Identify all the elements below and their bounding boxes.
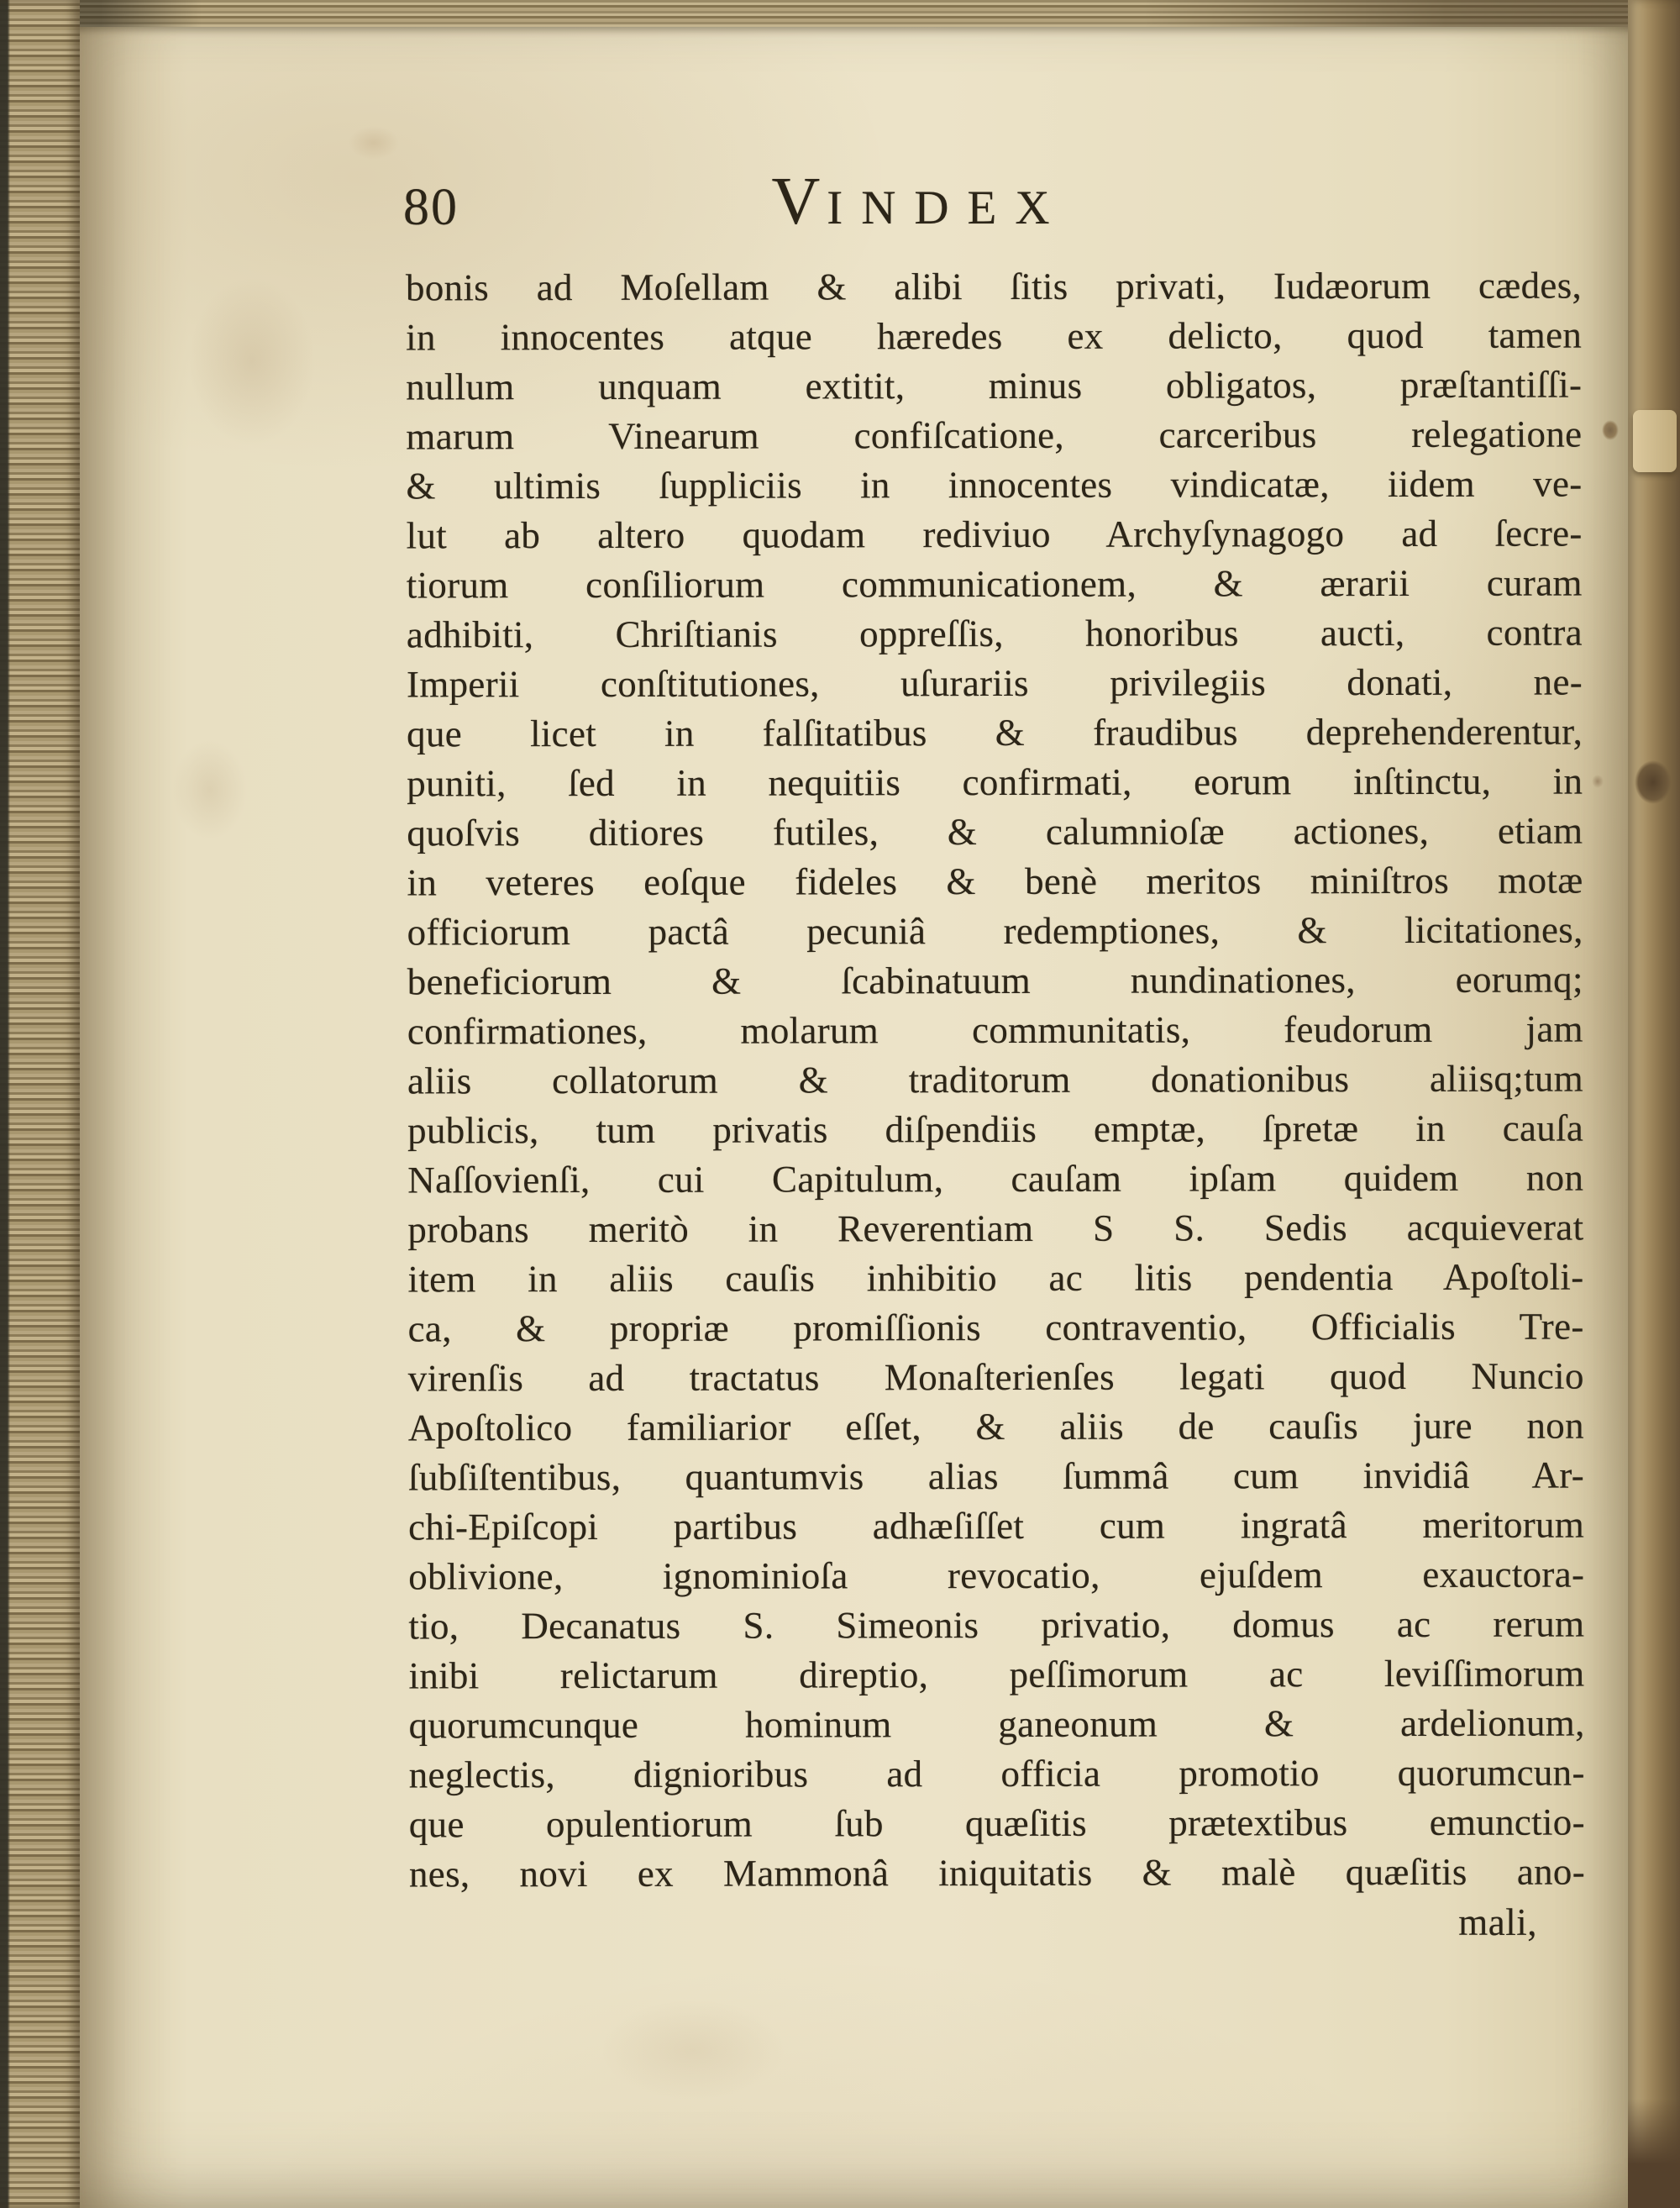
text-line: Apoſtolico familiarior eſſet, & aliis de cauſis jure non [407, 1404, 1584, 1449]
text-line: & ultimis ſuppliciis in innocentes vindicatæ, iidem ve- [406, 462, 1583, 507]
text-line: nes, novi ex Mammonâ iniquitatis & malè quæſitis ano- [408, 1850, 1586, 1895]
running-title [659, 165, 1180, 239]
text-line: quorumcunque hominum ganeonum & ardelionum, [408, 1701, 1585, 1747]
running-title-initial: V [771, 165, 827, 239]
ink-spot [1602, 420, 1619, 440]
paper-stain [601, 2000, 785, 2100]
text-line: probans meritò in Reverentiam S S. Sedis acquieverat [407, 1206, 1584, 1251]
text-line: tiorum conſiliorum communicationem, & ærarii curam [406, 561, 1583, 607]
text-line: Naſſovienſi, cui Capitulum, cauſam ipſam quidem non [407, 1156, 1584, 1201]
text-line: tio, Decanatus S. Simeonis privatio, domus ac rerum [408, 1602, 1585, 1648]
page-number: 80 [403, 179, 459, 236]
ink-spot [1592, 775, 1604, 788]
running-title-rest: INDEX [827, 181, 1068, 234]
text-line: publicis, tum privatis diſpendiis emptæ, ſpretæ in cauſa [407, 1107, 1584, 1152]
text-line: in veteres eoſque fideles & benè meritos miniſtros motæ [407, 859, 1583, 904]
body-text [406, 261, 1585, 1900]
text-line: que licet in falſitatibus & fraudibus deprehenderentur, [407, 710, 1583, 755]
text-line: Imperii conſtitutiones, uſurariis privilegiis donati, ne- [406, 660, 1583, 706]
book-fore-edge-corner [1628, 2099, 1680, 2208]
text-line: beneficiorum & ſcabinatuum nundinationes, eorumq; [407, 958, 1583, 1003]
text-line: bonis ad Moſellam & alibi ſitis privati, Iudæorum cædes, [405, 264, 1583, 309]
text-line: in innocentes atque hæredes ex delicto, quod tamen [406, 313, 1583, 359]
text-line: aliis collatorum & traditorum donationibus aliisq;tum [407, 1057, 1584, 1102]
book-top-edge [0, 0, 1680, 27]
text-line: neglectis, dignioribus ad officia promotio quorumcun- [408, 1751, 1585, 1796]
text-line: virenſis ad tractatus Monaſterienſes legati quod Nuncio [407, 1354, 1584, 1400]
text-line: ca, & propriæ promiſſionis contraventio, Officialis Tre- [407, 1305, 1584, 1350]
text-line: chi-Epiſcopi partibus adhæſiſſet cum ingratâ meritorum [408, 1503, 1585, 1548]
text-line: item in aliis cauſis inhibitio ac litis pendentia Apoſtoli- [407, 1255, 1584, 1301]
paper-stain [349, 126, 399, 160]
text-line: inibi relictarum direptio, peſſimorum ac leviſſimorum [408, 1652, 1585, 1697]
text-line: que opulentiorum ſub quæſitis prætextibus emunctio- [408, 1801, 1585, 1846]
book-page [80, 0, 1628, 2208]
book-fore-edge [1628, 0, 1680, 2208]
text-line: ſubſiſtentibus, quantumvis alias ſummâ cum invidiâ Ar- [407, 1454, 1585, 1499]
text-line: adhibiti, Chriſtianis oppreſſis, honoribus aucti, contra [406, 611, 1583, 656]
paper-stain [189, 277, 315, 445]
text-line: nullum unquam extitit, minus obligatos, præſtantiſſi- [406, 363, 1583, 408]
text-line: oblivione, ignominioſa revocatio, ejuſdem exauctora- [408, 1553, 1585, 1598]
catchword: mali, [1458, 1901, 1537, 1943]
paper-stain [172, 739, 248, 840]
text-line: lut ab altero quodam rediviuo Archyſynagogo ad ſecre- [406, 512, 1583, 557]
text-line: confirmationes, molarum communitatis, feudorum jam [407, 1007, 1583, 1053]
text-line: officiorum pactâ pecuniâ redemptiones, & licitationes, [407, 908, 1583, 954]
text-line: puniti, ſed in nequitiis confirmati, eorum inſtinctu, in [407, 760, 1583, 805]
book-binding-edge [0, 0, 80, 2208]
text-line: marum Vinearum confiſcatione, carceribus relegatione [406, 413, 1583, 458]
text-line: quoſvis ditiores futiles, & calumnioſæ actiones, etiam [407, 809, 1583, 854]
